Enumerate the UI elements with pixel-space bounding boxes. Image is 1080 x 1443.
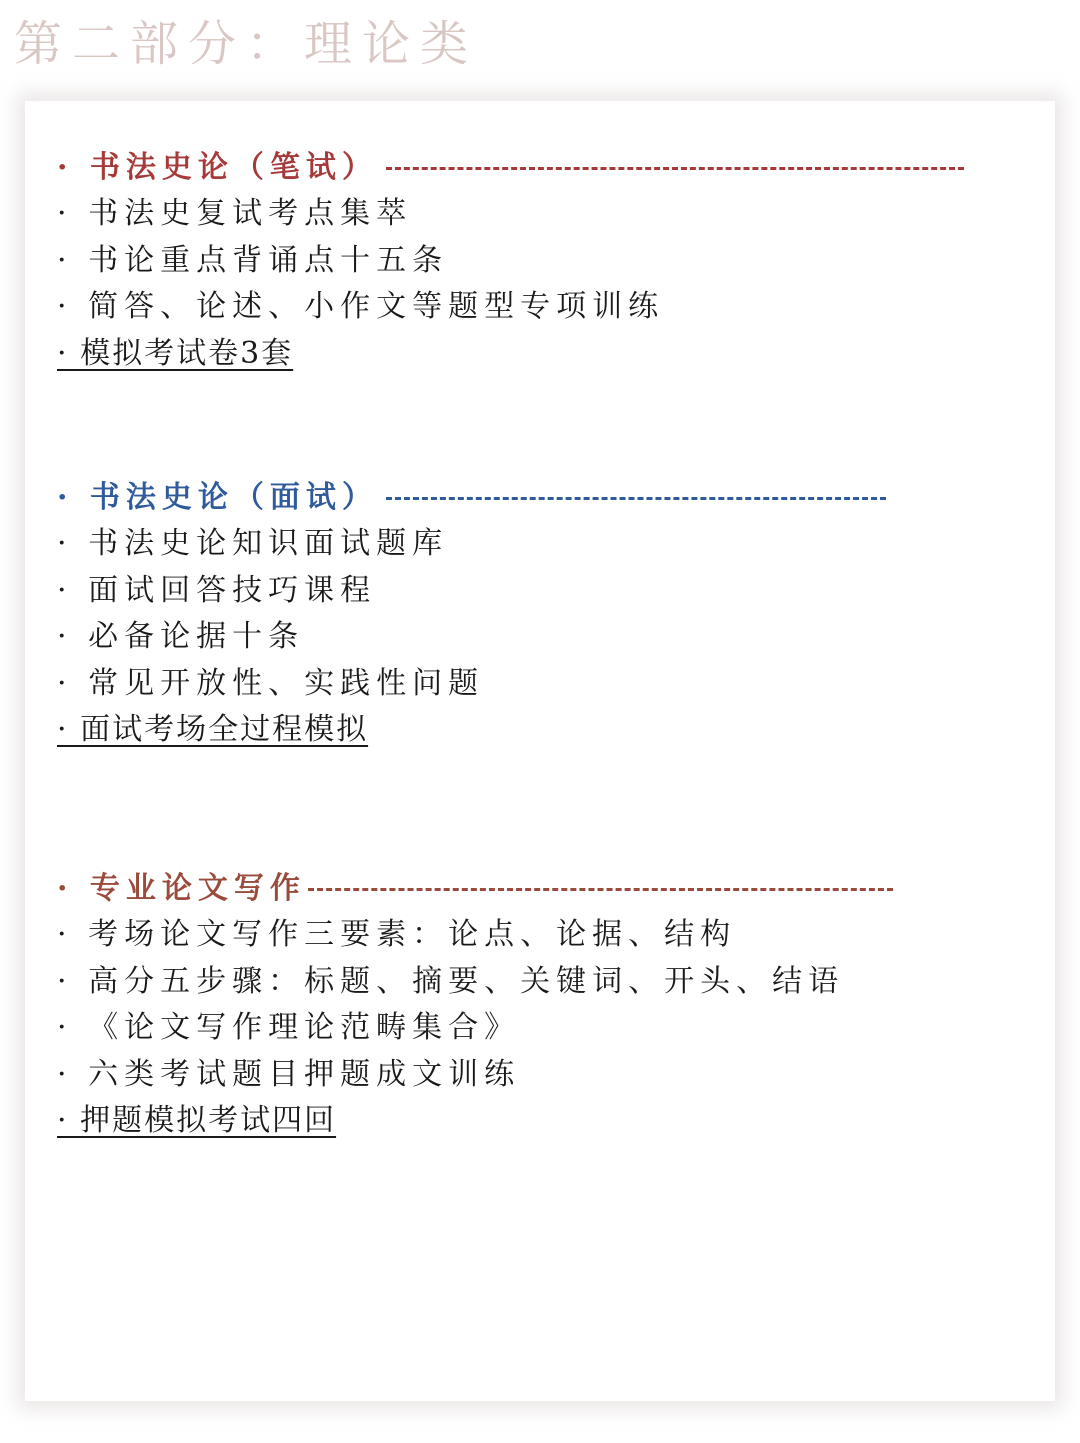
dashed-divider (386, 497, 886, 500)
list-item: · 面试考场全过程模拟 (57, 712, 369, 747)
list-item: · 书法史复试考点集萃 (57, 196, 413, 231)
page-title: 第二部分：理论类 (14, 16, 479, 72)
list-item: · 六类考试题目押题成文训练 (57, 1056, 521, 1092)
list-item: · 常见开放性、实践性问题 (57, 665, 485, 701)
section-heading: · 书法史论（笔试） (57, 150, 378, 185)
section-heading-row (57, 475, 1017, 521)
section-heading: · 书法史论（面试） (57, 480, 378, 515)
list-item: · 高分五步骤：标题、摘要、关键词、开头、结语 (57, 963, 845, 999)
dashed-divider (386, 167, 964, 170)
list-item: · 书法史论知识面试题库 (57, 526, 449, 561)
list-item: · 书论重点背诵点十五条 (57, 242, 449, 278)
section-heading: · 专业论文写作 (57, 871, 306, 906)
list-item: · 必备论据十条 (57, 619, 305, 654)
list-item: · 模拟考试卷3套 (57, 335, 294, 371)
list-item: · 押题模拟考试四回 (57, 1103, 337, 1138)
dashed-divider (308, 888, 893, 891)
section-heading-row (57, 145, 1017, 191)
section-written-exam (57, 145, 1017, 377)
list-item: · 《论文写作理论范畴集合》 (57, 1010, 521, 1045)
content-card (25, 101, 1055, 1401)
section-thesis-writing (57, 866, 1017, 1145)
list-item: · 面试回答技巧课程 (57, 572, 377, 608)
list-item: · 考场论文写作三要素：论点、论据、结构 (57, 917, 737, 952)
section-heading-row (57, 866, 1017, 912)
list-item: · 简答、论述、小作文等题型专项训练 (57, 289, 665, 324)
section-interview (57, 475, 1017, 754)
